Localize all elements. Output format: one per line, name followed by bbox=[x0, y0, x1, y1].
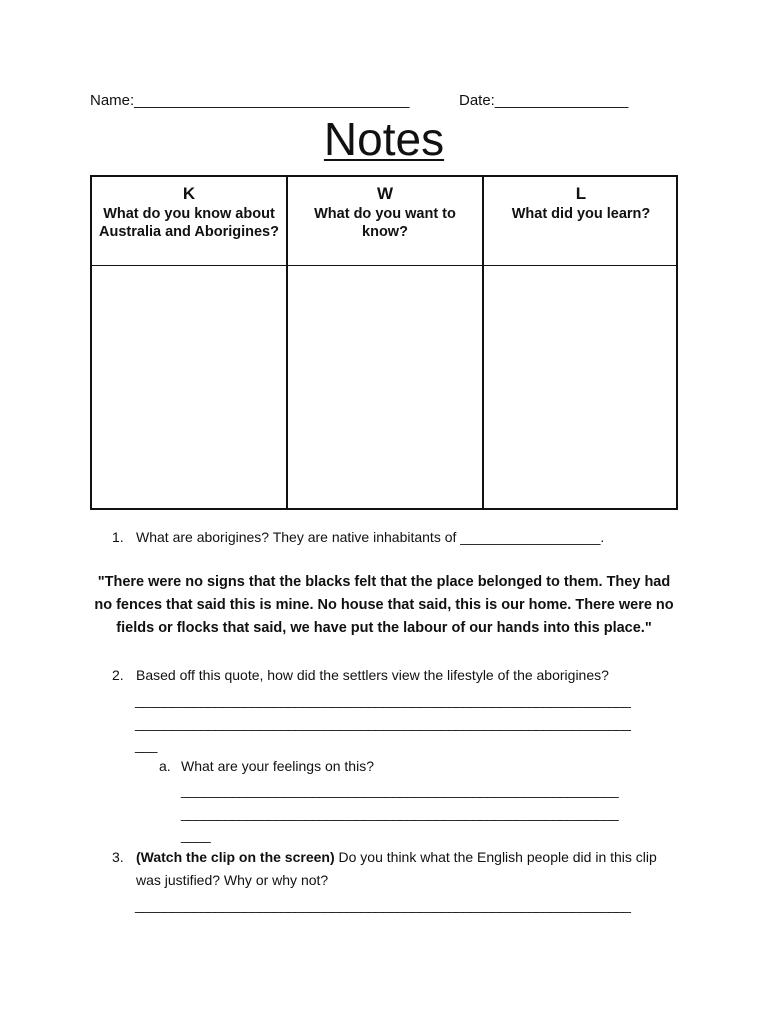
column-l-answer-area[interactable] bbox=[484, 266, 678, 508]
question-number: 3. bbox=[112, 849, 124, 865]
question-3-instruction: (Watch the clip on the screen) bbox=[136, 849, 335, 865]
answer-line[interactable]: ____________________________________________________________ bbox=[181, 782, 619, 798]
page-title: Notes bbox=[323, 113, 445, 165]
answer-line[interactable]: ____________________________________________________________________ bbox=[135, 692, 631, 708]
question-2a-text: What are your feelings on this? bbox=[181, 758, 374, 774]
answer-line[interactable]: ____________________________________________________________________ bbox=[135, 897, 631, 913]
column-question: What did you learn? bbox=[511, 206, 651, 222]
question-3-text bbox=[136, 849, 657, 865]
column-l-header bbox=[484, 183, 678, 223]
date-field[interactable]: Date:________________ bbox=[459, 92, 629, 109]
name-field[interactable]: Name:_________________________________ bbox=[90, 92, 410, 109]
column-letter: K bbox=[182, 184, 196, 203]
column-k-answer-area[interactable] bbox=[92, 266, 286, 508]
answer-line[interactable]: ____ bbox=[181, 827, 211, 843]
column-w-header bbox=[288, 183, 482, 241]
question-1-text: What are aborigines? They are native inhabitants of __________________. bbox=[136, 529, 605, 545]
question-letter: a. bbox=[159, 758, 171, 774]
kwl-table bbox=[90, 175, 678, 510]
question-number: 2. bbox=[112, 667, 124, 683]
answer-line[interactable]: ____________________________________________________________ bbox=[181, 805, 619, 821]
column-letter: L bbox=[575, 184, 587, 203]
quote-block: "There were no signs that the blacks felt that the place belonged to them. They had no fences that said this is mine. No house that said, this is our home. There were no fields or flocks that said, we have put the labour of our hands into this place." bbox=[94, 574, 674, 636]
question-2-text: Based off this quote, how did the settlers view the lifestyle of the aborigines? bbox=[136, 667, 609, 683]
column-w-answer-area[interactable] bbox=[288, 266, 482, 508]
column-question: What do you know about Australia and Aborigines? bbox=[99, 206, 279, 240]
column-question: What do you want to know? bbox=[314, 206, 456, 240]
question-number: 1. bbox=[112, 529, 124, 545]
column-k-header bbox=[92, 183, 286, 241]
answer-line[interactable]: ___ bbox=[135, 737, 157, 753]
column-letter: W bbox=[376, 184, 394, 203]
question-3-text-continued: was justified? Why or why not? bbox=[136, 872, 329, 888]
question-3-prompt: Do you think what the English people did in this clip bbox=[334, 849, 657, 865]
answer-line[interactable]: ____________________________________________________________________ bbox=[135, 715, 631, 731]
